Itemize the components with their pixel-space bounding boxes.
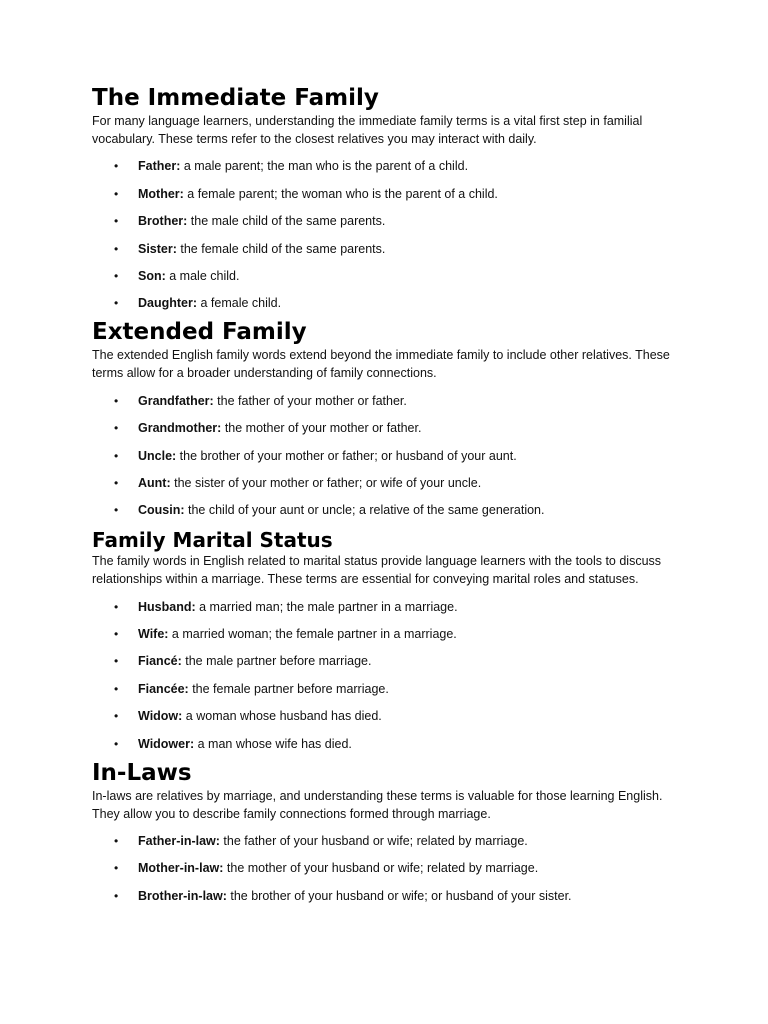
list-item (92, 157, 682, 175)
term-label: Brother: (138, 214, 188, 229)
list-item (92, 887, 682, 905)
list-item (92, 474, 682, 492)
term-definition: the child of your aunt or uncle; a relative of the same generation. (184, 503, 545, 518)
bullet-icon: • (114, 214, 119, 229)
term-label: Daughter: (138, 296, 198, 311)
list-item (92, 832, 682, 850)
bullet-icon: • (114, 241, 119, 256)
term-list (92, 832, 682, 905)
bullet-icon: • (114, 393, 119, 408)
term-definition: the mother of your husband or wife; related by marriage. (223, 861, 539, 876)
list-item (92, 680, 682, 698)
term-label: Sister: (138, 241, 177, 256)
term-definition: a married man; the male partner in a marriage. (195, 599, 458, 614)
bullet-icon: • (114, 296, 119, 311)
bullet-icon: • (114, 888, 119, 903)
section-intro: For many language learners, understanding the immediate family terms is a vital first step in familial vocabulary. These terms refer to the closest relatives you may interact with daily. (92, 114, 643, 146)
term-definition: the brother of your husband or wife; or husband of your sister. (226, 888, 572, 903)
section-heading: Family Marital Status (92, 528, 333, 553)
term-definition: a female child. (197, 296, 282, 311)
term-definition: a woman whose husband has died. (182, 709, 382, 724)
bullet-icon: • (114, 448, 119, 463)
bullet-icon: • (114, 159, 119, 174)
bullet-icon: • (114, 861, 119, 876)
section-intro: The extended English family words extend beyond the immediate family to include other relatives. These terms allow for a broader understanding of family connections. (92, 348, 670, 381)
bullet-icon: • (114, 736, 119, 751)
section-heading: In-Laws (92, 759, 192, 786)
list-item (92, 419, 682, 437)
term-label: Uncle: (138, 448, 177, 463)
list-item (92, 392, 682, 410)
term-label: Cousin: (138, 503, 185, 518)
list-item (92, 267, 682, 285)
term-label: Grandmother: (138, 421, 222, 436)
bullet-icon: • (114, 186, 119, 201)
term-label: Fiancée: (138, 681, 189, 696)
list-item (92, 501, 682, 519)
bullet-icon: • (114, 709, 119, 724)
bullet-icon: • (114, 834, 119, 849)
term-definition: the mother of your mother or father. (221, 421, 422, 436)
list-item (92, 625, 682, 643)
list-item (92, 735, 682, 753)
list-item (92, 185, 682, 203)
term-label: Father: (138, 159, 181, 174)
list-item (92, 240, 682, 258)
section-immediate-family (92, 84, 682, 312)
list-item (92, 294, 682, 312)
term-label: Husband: (138, 599, 196, 614)
bullet-icon: • (114, 503, 119, 518)
section-marital-status (92, 528, 682, 752)
term-label: Mother-in-law: (138, 861, 224, 876)
term-label: Aunt: (138, 475, 171, 490)
term-label: Son: (138, 268, 166, 283)
term-label: Mother: (138, 186, 184, 201)
section-in-laws (92, 759, 682, 905)
term-definition: the female child of the same parents. (176, 241, 386, 256)
term-definition: the male child of the same parents. (187, 214, 386, 229)
term-label: Widower: (138, 736, 195, 751)
term-definition: the sister of your mother or father; or wife of your uncle. (170, 475, 482, 490)
bullet-icon: • (114, 268, 119, 283)
term-definition: a male parent; the man who is the parent of a child. (180, 159, 469, 174)
term-label: Fiancé: (138, 654, 182, 669)
bullet-icon: • (114, 681, 119, 696)
term-definition: the brother of your mother or father; or husband of your aunt. (176, 448, 517, 463)
list-item (92, 859, 682, 877)
bullet-icon: • (114, 421, 119, 436)
section-intro: The family words in English related to marital status provide language learners with the tools to discuss relationships within a marriage. These terms are essential for conveying marital roles and statuses. (92, 554, 662, 587)
list-item (92, 652, 682, 670)
section-heading: Extended Family (92, 319, 307, 346)
term-label: Widow: (138, 709, 183, 724)
section-intro: In-laws are relatives by marriage, and understanding these terms is valuable for those learning English. They allow you to describe family connections formed through marriage. (92, 788, 663, 821)
bullet-icon: • (114, 627, 119, 642)
section-heading: The Immediate Family (92, 85, 379, 111)
term-definition: the male partner before marriage. (181, 654, 372, 669)
term-list (92, 392, 682, 520)
term-definition: the father of your mother or father. (213, 393, 407, 408)
bullet-icon: • (114, 475, 119, 490)
term-definition: a male child. (165, 268, 240, 283)
term-definition: a man whose wife has died. (194, 736, 352, 751)
bullet-icon: • (114, 654, 119, 669)
term-definition: a female parent; the woman who is the parent of a child. (183, 186, 498, 201)
term-label: Grandfather: (138, 393, 214, 408)
term-list (92, 598, 682, 753)
list-item (92, 598, 682, 616)
term-label: Brother-in-law: (138, 888, 227, 903)
term-list (92, 157, 682, 312)
section-extended-family (92, 318, 682, 519)
term-label: Father-in-law: (138, 834, 220, 849)
term-label: Wife: (138, 627, 169, 642)
term-definition: a married woman; the female partner in a marriage. (168, 627, 457, 642)
list-item (92, 212, 682, 230)
list-item (92, 707, 682, 725)
bullet-icon: • (114, 599, 119, 614)
term-definition: the female partner before marriage. (188, 681, 389, 696)
list-item (92, 447, 682, 465)
term-definition: the father of your husband or wife; related by marriage. (219, 834, 528, 849)
document-page (92, 84, 682, 905)
